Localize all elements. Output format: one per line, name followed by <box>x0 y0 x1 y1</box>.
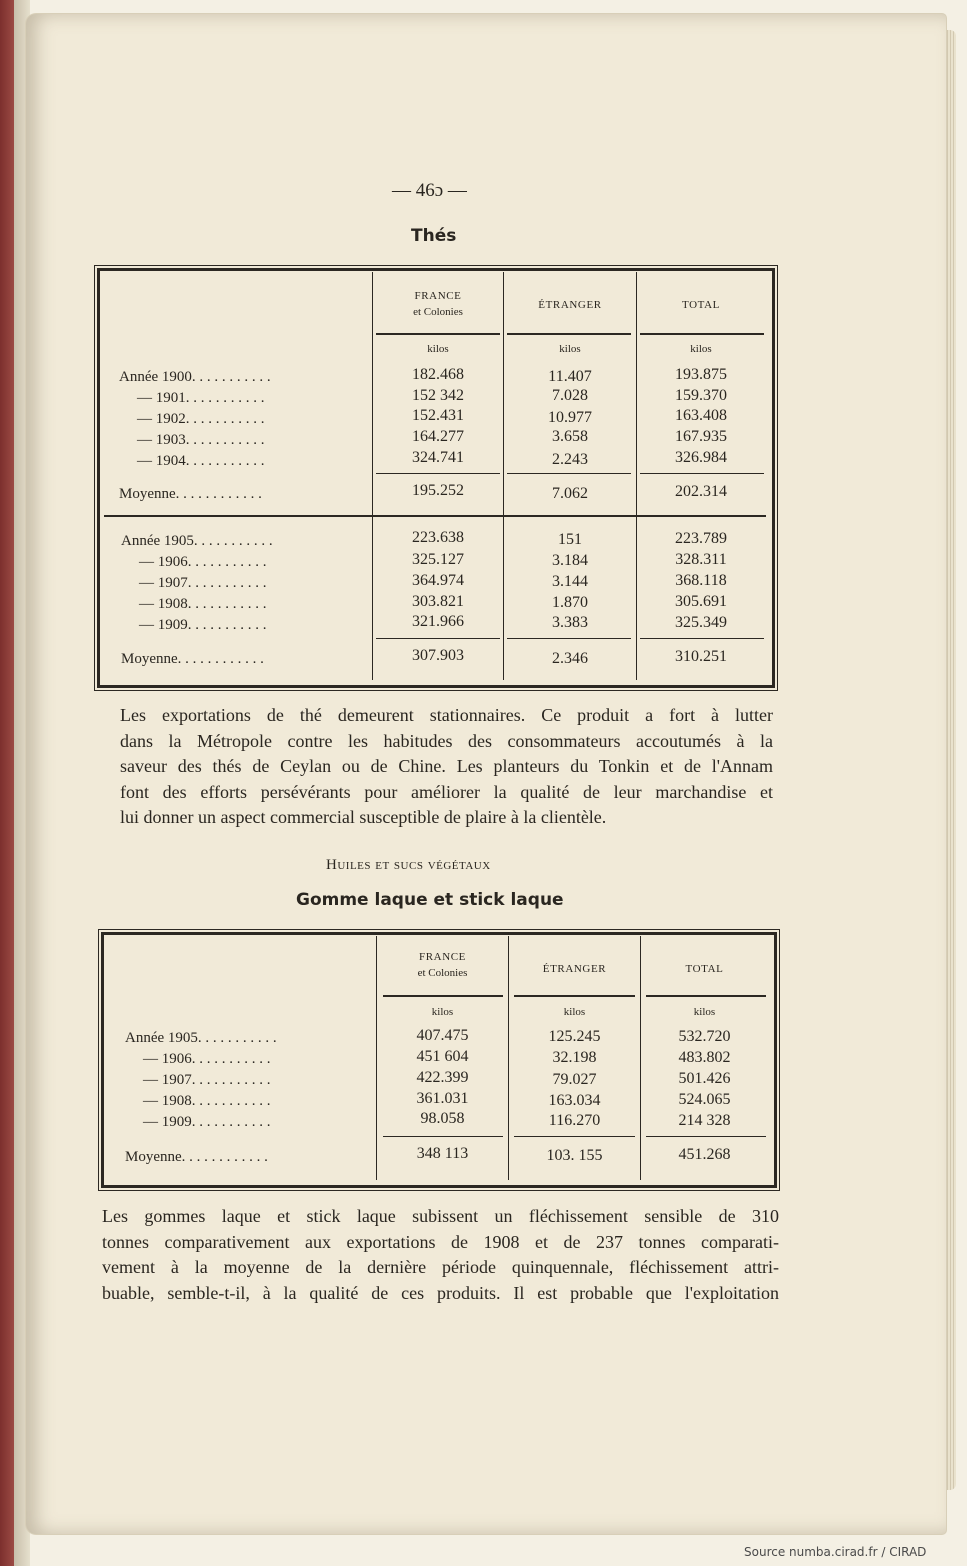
tea-unit-total: kilos <box>690 343 712 355</box>
table-row: — 1901. . . . . . . . . . . <box>137 390 265 406</box>
tea-cell: 328.311 <box>675 551 727 568</box>
section-title: Huiles et sucs végétaux <box>326 857 491 873</box>
tea-cell: 303.821 <box>412 593 464 610</box>
book-cover-edge <box>0 0 14 1566</box>
gum-cell: 422.399 <box>416 1069 469 1086</box>
table-row: — 1906. . . . . . . . . . . <box>139 554 267 570</box>
tea-sum-rule-6 <box>640 638 764 639</box>
tea-cell: 163.408 <box>675 407 727 424</box>
tea-cell: 326.984 <box>675 449 727 466</box>
gum-cell: 501.426 <box>678 1070 731 1087</box>
tea-cell: 307.903 <box>412 647 464 664</box>
tea-sum-rule-5 <box>507 638 631 639</box>
table-row: Moyenne. . . . . . . . . . . . <box>125 1149 268 1165</box>
tea-cell: 11.407 <box>548 368 592 385</box>
gum-cell: 451 604 <box>416 1048 469 1065</box>
paragraph-line: tonnes comparativement aux exportations de 1908 et de 237 tonnes comparati- <box>102 1231 779 1252</box>
gum-cell: 348 113 <box>416 1145 469 1162</box>
gum-header-rule-2 <box>514 995 635 997</box>
tea-cell: 10.977 <box>548 409 592 426</box>
gum-header-total: TOTAL <box>685 963 724 975</box>
source-credit: Source numba.cirad.fr / CIRAD <box>744 1545 927 1559</box>
tea-header-rule-2 <box>507 333 631 335</box>
gum-cell: 361.031 <box>416 1090 469 1107</box>
tea-cell: 325.349 <box>675 614 727 631</box>
paragraph-tea <box>120 703 773 831</box>
table-row: Année 1900. . . . . . . . . . . <box>119 369 271 385</box>
paragraph-line: Les exportations de thé demeurent stationnaires. Ce produit a fort à lutter <box>120 705 773 725</box>
gum-cell: 524.065 <box>678 1091 731 1108</box>
tea-sum-rule-2 <box>507 473 631 474</box>
tea-cell: 325.127 <box>412 551 464 568</box>
gum-unit-france: kilos <box>431 1006 454 1018</box>
table-row: — 1908. . . . . . . . . . . <box>143 1093 271 1109</box>
gum-cell: 163.034 <box>548 1092 601 1109</box>
table-row: — 1909. . . . . . . . . . . <box>143 1114 271 1130</box>
tea-cell: 182.468 <box>412 366 464 383</box>
tea-cell: 3.658 <box>552 428 588 445</box>
tea-cell: 152.431 <box>412 407 464 424</box>
tea-cell: 310.251 <box>675 648 727 665</box>
paragraph-line: vement à la moyenne de la dernière période quinquennale, fléchissement attri- <box>102 1257 779 1277</box>
table-row: — 1903. . . . . . . . . . . <box>137 432 265 448</box>
tea-cell: 3.144 <box>552 573 588 590</box>
tea-cell: 324.741 <box>412 449 464 466</box>
tea-cell: 167.935 <box>675 428 727 445</box>
gum-unit-etranger: kilos <box>563 1006 586 1018</box>
paragraph-gum <box>102 1204 779 1306</box>
gum-cell: 98.058 <box>420 1110 465 1127</box>
tea-cell: 159.370 <box>675 387 727 404</box>
tea-cell: 195.252 <box>412 482 464 499</box>
tea-cell: 7.028 <box>552 387 588 404</box>
paragraph-line: font des efforts persévérants pour améliorer la qualité de leur marchandise et <box>120 781 773 802</box>
tea-cell: 7.062 <box>552 485 588 502</box>
table-row: Année 1905. . . . . . . . . . . <box>121 533 273 549</box>
tea-header-total: TOTAL <box>682 299 720 311</box>
gum-cell: 214 328 <box>678 1112 731 1129</box>
tea-unit-france: kilos <box>427 343 449 355</box>
paragraph-line: dans la Métropole contre les habitudes des consommateurs accoutumés à la <box>120 730 773 751</box>
tea-cell: 321.966 <box>412 613 464 630</box>
paragraph-line: saveur des thés de Ceylan ou de Chine. Les planteurs du Tonkin et de l'Annam <box>120 756 773 776</box>
tea-cell: 223.789 <box>675 530 727 547</box>
tea-header-rule-1 <box>376 333 500 335</box>
gum-cell: 483.802 <box>678 1049 731 1066</box>
tea-cell: 2.346 <box>552 650 588 667</box>
tea-cell: 223.638 <box>412 529 464 546</box>
table-row: Moyenne. . . . . . . . . . . . <box>119 486 262 502</box>
table-row: — 1906. . . . . . . . . . . <box>143 1051 271 1067</box>
tea-cell: 151 <box>558 531 582 548</box>
page-number: — 46ɔ — <box>392 180 467 201</box>
tea-cell: 368.118 <box>675 572 727 589</box>
gum-table-title: Gomme laque et stick laque <box>296 890 564 910</box>
gum-cell: 79.027 <box>552 1071 597 1088</box>
table-row: — 1904. . . . . . . . . . . <box>137 453 265 469</box>
tea-cell: 202.314 <box>675 483 727 500</box>
tea-cell: 364.974 <box>412 572 464 589</box>
table-row: Moyenne. . . . . . . . . . . . <box>121 651 264 667</box>
tea-cell: 3.184 <box>552 552 588 569</box>
table-row: — 1907. . . . . . . . . . . <box>139 575 267 591</box>
gum-unit-total: kilos <box>693 1006 716 1018</box>
tea-sum-rule-1 <box>376 473 500 474</box>
gum-header-rule-1 <box>383 995 503 997</box>
gum-sum-rule-2 <box>514 1136 635 1137</box>
tea-sum-rule-3 <box>640 473 764 474</box>
table-row: — 1909. . . . . . . . . . . <box>139 617 267 633</box>
tea-unit-etranger: kilos <box>559 343 581 355</box>
tea-cell: 1.870 <box>552 594 588 611</box>
tea-table-title: Thés <box>411 226 457 246</box>
tea-header-etranger: ÉTRANGER <box>538 299 602 311</box>
gum-cell: 125.245 <box>548 1028 601 1045</box>
gum-cell: 103. 155 <box>546 1147 603 1164</box>
paragraph-line: Les gommes laque et stick laque subissent un fléchissement sensible de 310 <box>102 1206 779 1226</box>
tea-header-france: FRANCE et Colonies <box>413 290 463 318</box>
tea-cell: 3.383 <box>552 614 588 631</box>
gum-header-etranger: ÉTRANGER <box>542 963 607 975</box>
tea-cell: 305.691 <box>675 593 727 610</box>
paragraph-line: lui donner un aspect commercial susceptible de plaire à la clientèle. <box>120 807 607 827</box>
paragraph-line: buable, semble-t-il, à la qualité de ces produits. Il est probable que l'exploitation <box>102 1282 779 1303</box>
gum-cell: 451.268 <box>678 1146 731 1163</box>
table-row: — 1907. . . . . . . . . . . <box>143 1072 271 1088</box>
gum-cell: 32.198 <box>552 1049 597 1066</box>
tea-group-separator <box>104 515 766 517</box>
gum-cell: 116.270 <box>548 1112 601 1129</box>
tea-cell: 164.277 <box>412 428 464 445</box>
tea-cell: 193.875 <box>675 366 727 383</box>
gum-cell: 532.720 <box>678 1028 731 1045</box>
tea-cell: 152 342 <box>412 387 464 404</box>
tea-sum-rule-4 <box>376 638 500 639</box>
gum-header-france: FRANCE et Colonies <box>417 951 468 979</box>
tea-header-rule-3 <box>640 333 764 335</box>
gum-cell: 407.475 <box>416 1027 469 1044</box>
table-row: Année 1905. . . . . . . . . . . <box>125 1030 277 1046</box>
gum-sum-rule-1 <box>383 1136 503 1137</box>
gum-header-rule-3 <box>646 995 766 997</box>
table-row: — 1902. . . . . . . . . . . <box>137 411 265 427</box>
tea-cell: 2.243 <box>552 451 588 468</box>
gum-sum-rule-3 <box>646 1136 766 1137</box>
table-row: — 1908. . . . . . . . . . . <box>139 596 267 612</box>
